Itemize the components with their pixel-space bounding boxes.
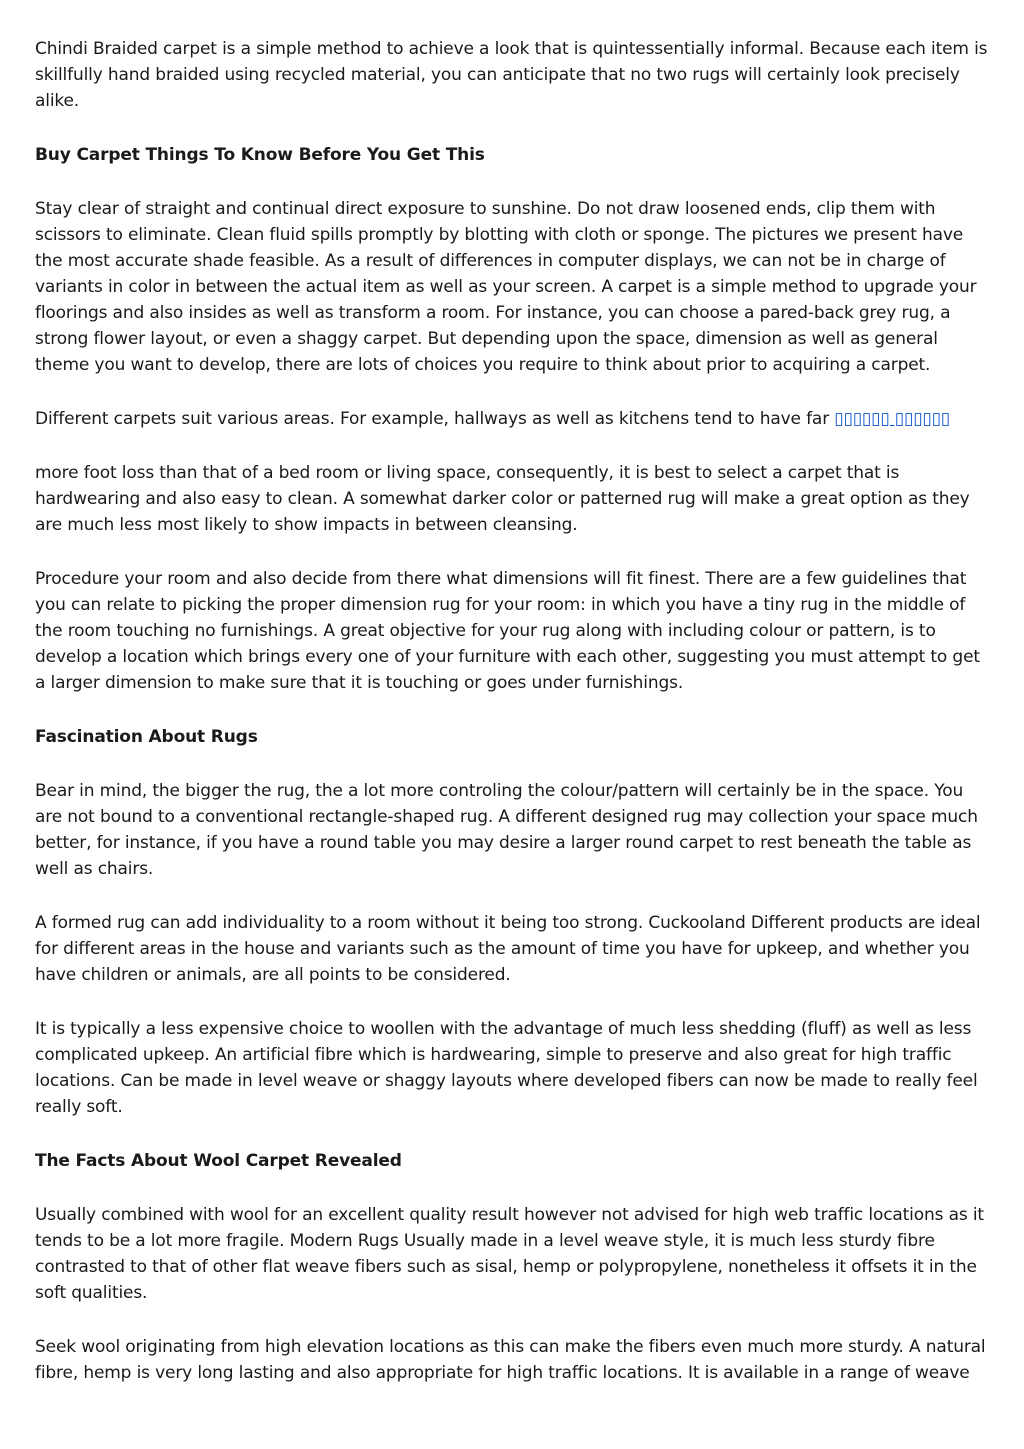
- paragraph-seek-wool: Seek wool originating from high elevation locations as this can make the fibers even much more sturdy. A natural fibre, hemp is very long lasting and also appropriate for high traffic locations. It is available in a range of weave: [35, 1337, 986, 1383]
- heading-wool-facts: The Facts About Wool Carpet Revealed: [35, 1151, 402, 1171]
- paragraph-sunshine: Stay clear of straight and continual direct exposure to sunshine. Do not draw loosened ends, clip them with scissors to eliminate. Clean fluid spills promptly by blotting with cloth or sponge. The pictures we present have the most accurate shade feasible. As a result of differences in computer displays, we can not be in charge of variants in color in between the actual item as well as your screen. A carpet is a simple method to upgrade your floorings and also insides as well as transform a room. For instance, you can choose a pared-back grey rug, a strong flower layout, or even a shaggy carpet. But depending upon the space, dimension as well as general theme you want to develop, there are lots of choices you require to think about prior to acquiring a carpet.: [35, 199, 977, 375]
- paragraph-different-carpets-text: Different carpets suit various areas. For example, hallways as well as kitchens tend to have far: [35, 409, 835, 429]
- paragraph-formed-rug: A formed rug can add individuality to a room without it being too strong. Cuckooland Different products are ideal for different areas in the house and variants such as the amount of time you have for upkeep, and whether you have children or animals, are all points to be considered.: [35, 913, 981, 985]
- heading-buy-carpet: Buy Carpet Things To Know Before You Get This: [35, 145, 485, 165]
- inline-link[interactable]: ▯▯▯▯▯▯ ▯▯▯▯▯▯: [834, 409, 951, 429]
- paragraph-foot-loss: more foot loss than that of a bed room or living space, consequently, it is best to select a carpet that is hardwearing and also easy to clean. A somewhat darker color or patterned rug will make a great option as they are much less most likely to show impacts in between cleansing.: [35, 463, 970, 535]
- paragraph-wool-combined: Usually combined with wool for an excellent quality result however not advised for high web traffic locations as it tends to be a lot more fragile. Modern Rugs Usually made in a level weave style, it is much less sturdy fibre contrasted to that of other flat weave fibers such as sisal, hemp or polypropylene, nonetheless it offsets it in the soft qualities.: [35, 1205, 984, 1303]
- paragraph-different-carpets: [35, 406, 990, 432]
- paragraph-room-dimensions: Procedure your room and also decide from there what dimensions will fit finest. There are a few guidelines that you can relate to picking the proper dimension rug for your room: in which you have a tiny rug in the middle of the room touching no furnishings. A great objective for your rug along with including colour or pattern, is to develop a location which brings every one of your furniture with each other, suggesting you must attempt to get a larger dimension to make sure that it is touching or goes under furnishings.: [35, 569, 980, 693]
- paragraph-bigger-rug: Bear in mind, the bigger the rug, the a lot more controling the colour/pattern will certainly be in the space. You are not bound to a conventional rectangle-shaped rug. A different designed rug may collection your space much better, for instance, if you have a round table you may desire a larger round carpet to rest beneath the table as well as chairs.: [35, 781, 978, 879]
- paragraph-intro: Chindi Braided carpet is a simple method to achieve a look that is quintessentially informal. Because each item is skillfully hand braided using recycled material, you can anticipate that no two rugs will certainly look precisely alike.: [35, 39, 988, 111]
- paragraph-artificial-fibre: It is typically a less expensive choice to woollen with the advantage of much less shedding (fluff) as well as less complicated upkeep. An artificial fibre which is hardwearing, simple to preserve and also great for high traffic locations. Can be made in level weave or shaggy layouts where developed fibers can now be made to really feel really soft.: [35, 1019, 978, 1117]
- heading-fascination: Fascination About Rugs: [35, 727, 258, 747]
